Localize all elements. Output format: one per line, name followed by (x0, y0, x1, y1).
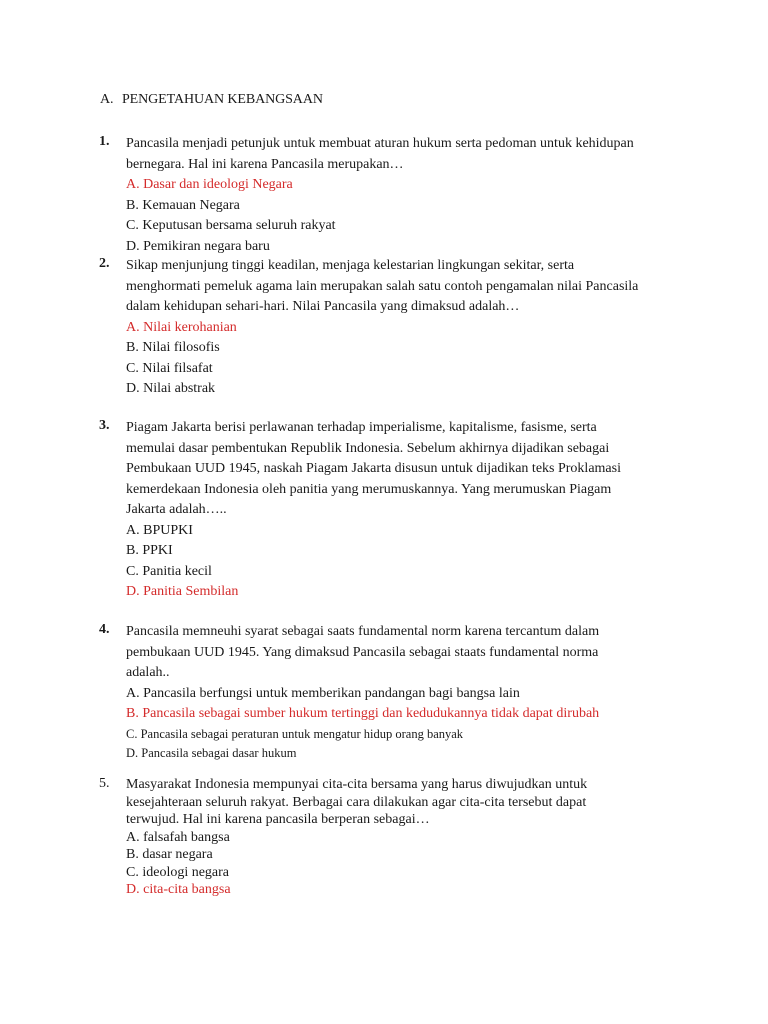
question-text-line: Jakarta adalah….. (126, 502, 227, 517)
question-text-line: Pancasila menjadi petunjuk untuk membuat aturan hukum serta pedoman untuk kehidupan (126, 136, 634, 151)
answer-option-a: A. BPUPKI (126, 522, 193, 538)
question-number: 3. (99, 418, 110, 433)
answer-option-c: C. Panitia kecil (126, 563, 212, 579)
section-heading (100, 92, 323, 108)
answer-option-d: D. Pemikiran negara baru (126, 238, 270, 254)
question-number: 4. (99, 622, 110, 637)
answer-option-a: A. Pancasila berfungsi untuk memberikan pandangan bagi bangsa lain (126, 685, 520, 701)
answer-option-b: B. Nilai filosofis (126, 340, 220, 355)
answer-option-b: B. Pancasila sebagai sumber hukum tertinggi dan kedudukannya tidak dapat dirubah (126, 706, 600, 721)
question-body (126, 622, 686, 763)
answer-option-c: C. ideologi negara (126, 864, 230, 880)
answer-option-a: A. Nilai kerohanian (126, 319, 237, 335)
question-number: 5. (99, 776, 110, 791)
question-text-line: adalah.. (126, 665, 170, 680)
question-text-line: menghormati pemeluk agama lain merupakan salah satu contoh pengamalan nilai Pancasila (126, 278, 639, 294)
question-body (126, 256, 686, 400)
answer-option-b: B. Kemauan Negara (126, 197, 240, 213)
question-text-line: bernegara. Hal ini karena Pancasila merupakan… (126, 156, 404, 172)
question-number: 1. (99, 134, 110, 149)
question-text-line: Sikap menjunjung tinggi keadilan, menjaga kelestarian lingkungan sekitar, serta (126, 258, 575, 273)
question-text-line: terwujud. Hal ini karena pancasila berperan sebagai… (126, 812, 430, 827)
question-text-line: memulai dasar pembentukan Republik Indonesia. Sebelum akhirnya dijadikan sebagai (126, 440, 610, 456)
question-number: 2. (99, 256, 110, 271)
answer-option-d: D. cita-cita bangsa (126, 882, 231, 897)
section-letter: A. (100, 92, 114, 107)
question-text-line: kesejahteraan seluruh rakyat. Berbagai cara dilakukan agar cita-cita tersebut dapat (126, 794, 587, 810)
answer-option-d: D. Nilai abstrak (126, 381, 216, 396)
answer-option-c: C. Nilai filsafat (126, 360, 213, 376)
answer-option-c: C. Keputusan bersama seluruh rakyat (126, 218, 336, 233)
answer-option-a: A. falsafah bangsa (126, 829, 230, 845)
question-text-line: Piagam Jakarta berisi perlawanan terhadap imperialisme, kapitalisme, fasisme, serta (126, 420, 597, 435)
answer-option-d: D. Pancasila sebagai dasar hukum (126, 745, 297, 760)
answer-option-a: A. Dasar dan ideologi Negara (126, 177, 293, 192)
question-text-line: kemerdekaan Indonesia oleh panitia yang merumuskannya. Yang merumuskan Piagam (126, 481, 612, 497)
question-text-line: dalam kehidupan sehari-hari. Nilai Pancasila yang dimaksud adalah… (126, 299, 520, 314)
question-text-line: Pancasila memneuhi syarat sebagai saats fundamental norm karena tercantum dalam (126, 624, 600, 639)
answer-option-b: B. PPKI (126, 543, 173, 558)
answer-option-b: B. dasar negara (126, 847, 213, 862)
question-body (126, 134, 686, 257)
answer-option-d: D. Panitia Sembilan (126, 584, 239, 599)
question-text-line: Masyarakat Indonesia mempunyai cita-cita bersama yang harus diwujudkan untuk (126, 777, 588, 792)
question-body (126, 418, 686, 603)
question-text-line: Pembukaan UUD 1945, naskah Piagam Jakarta disusun untuk dijadikan teks Proklamasi (126, 461, 621, 476)
question-text-line: pembukaan UUD 1945. Yang dimaksud Pancasila sebagai staats fundamental norma (126, 644, 599, 660)
section-title: PENGETAHUAN KEBANGSAAN (122, 92, 323, 107)
answer-option-c: C. Pancasila sebagai peraturan untuk mengatur hidup orang banyak (126, 726, 464, 741)
question-body (126, 776, 686, 899)
